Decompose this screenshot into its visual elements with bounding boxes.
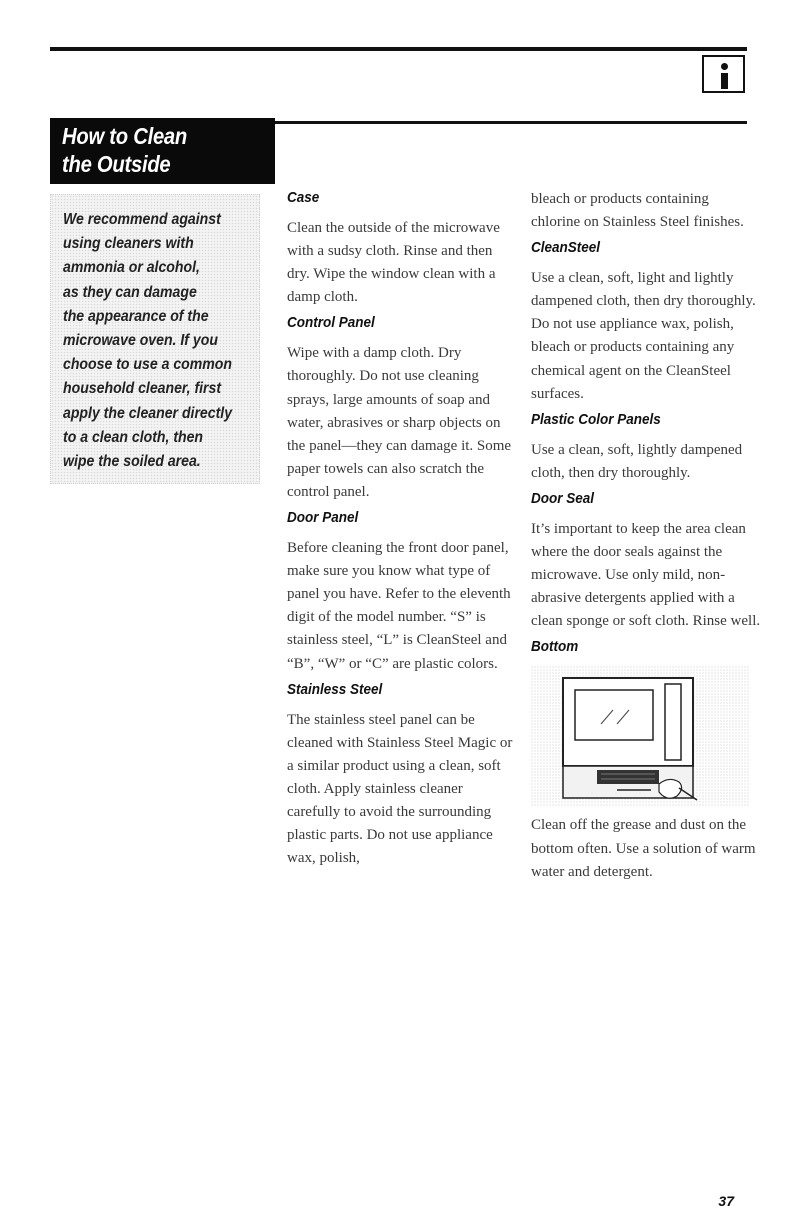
text-door-panel: Before cleaning the front door panel, make sure you know what type of panel you have. Refer to the eleventh digit of the model number. “S” is stainless steel, “L” is CleanSteel and “B”, “W” or “C” are plastic colors. bbox=[287, 540, 511, 672]
warning-sidebar bbox=[50, 194, 260, 484]
heading-stainless-steel: Stainless Steel bbox=[287, 680, 383, 698]
sidebar-line: wipe the soiled area. bbox=[63, 453, 201, 471]
title-rule bbox=[275, 121, 747, 124]
section-title-block bbox=[50, 118, 275, 184]
heading-door-panel: Door Panel bbox=[287, 509, 359, 527]
sidebar-line: microwave oven. If you bbox=[63, 332, 218, 350]
heading-control-panel: Control Panel bbox=[287, 314, 375, 332]
text-stainless-steel-cont: bleach or products containing chlorine on Stainless Steel finishes. bbox=[531, 191, 744, 231]
heading-bottom: Bottom bbox=[531, 638, 579, 656]
text-control-panel: Wipe with a damp cloth. Dry thoroughly. Do not use cleaning sprays, large amounts of soap and water, abrasives or sharp objects on the panel—they can damage it. Some paper towels can also scratch the control panel. bbox=[287, 345, 512, 500]
heading-cleansteel: CleanSteel bbox=[531, 239, 601, 257]
page-title bbox=[62, 122, 187, 178]
microwave-bottom-illustration bbox=[531, 666, 749, 806]
heading-plastic-color-panels: Plastic Color Panels bbox=[531, 410, 661, 428]
text-bottom: Clean off the grease and dust on the bottom often. Use a solution of warm water and detergent. bbox=[531, 817, 756, 880]
sidebar-line: choose to use a common bbox=[63, 356, 233, 374]
text-case: Clean the outside of the microwave with a sudsy cloth. Rinse and then dry. Wipe the window clean with a damp cloth. bbox=[287, 220, 500, 306]
page-title-line-1: How to Clean bbox=[62, 123, 188, 149]
header-rule bbox=[50, 47, 747, 51]
text-stainless-steel: The stainless steel panel can be cleaned with Stainless Steel Magic or a similar product using a clean, soft cloth. Apply stainless cleaner carefully to avoid the surrounding plastic parts. Do not use appliance wax, polish, bbox=[287, 711, 513, 867]
content-column-2 bbox=[531, 188, 761, 888]
sidebar-line: household cleaner, first bbox=[63, 380, 222, 398]
sidebar-line: using cleaners with bbox=[63, 235, 194, 253]
sidebar-line: as they can damage bbox=[63, 283, 197, 301]
text-door-seal: It’s important to keep the area clean where the door seals against the microwave. Use only mild, non-abrasive detergents applied with a clean sponge or soft cloth. Rinse well. bbox=[531, 520, 761, 630]
sidebar-line: apply the cleaner directly bbox=[63, 404, 233, 422]
page-number: 37 bbox=[718, 1193, 734, 1209]
text-plastic-color-panels: Use a clean, soft, lightly dampened cloth, then dry thoroughly. bbox=[531, 441, 743, 481]
text-cleansteel: Use a clean, soft, light and lightly dampened cloth, then dry thoroughly. Do not use appliance wax, polish, bleach or products containing any chemical agent on the CleanSteel surfaces. bbox=[531, 270, 756, 402]
page-title-line-2: the Outside bbox=[62, 151, 171, 177]
sidebar-line: to a clean cloth, then bbox=[63, 428, 204, 446]
content-column-1 bbox=[287, 188, 517, 874]
info-icon bbox=[702, 55, 745, 93]
sidebar-line: ammonia or alcohol, bbox=[63, 259, 200, 277]
sidebar-line: the appearance of the bbox=[63, 307, 209, 325]
heading-door-seal: Door Seal bbox=[531, 489, 595, 507]
heading-case: Case bbox=[287, 189, 320, 206]
sidebar-line: We recommend against bbox=[63, 211, 221, 228]
